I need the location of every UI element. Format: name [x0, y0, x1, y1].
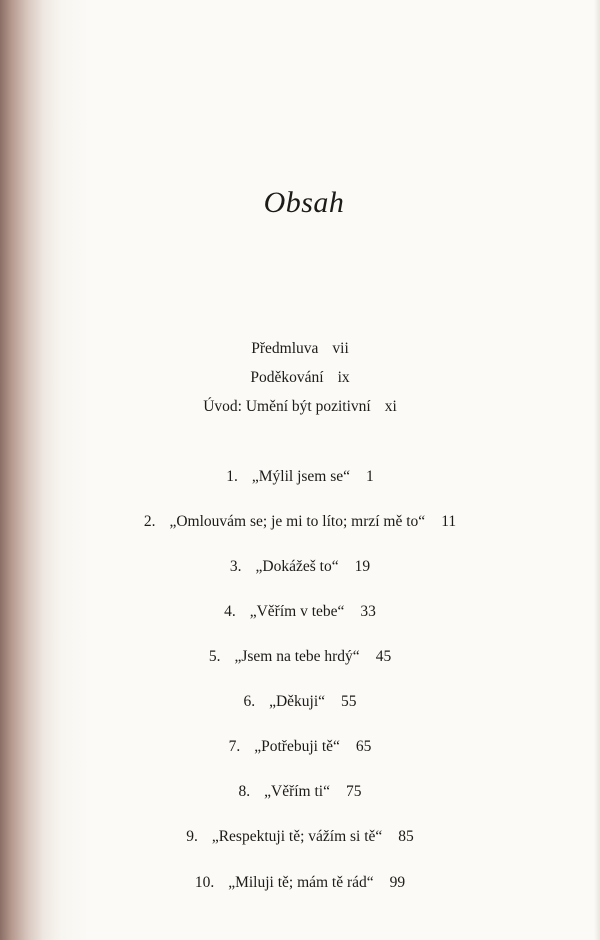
- chapter-page: 55: [341, 693, 357, 710]
- toc-entry-chapter-7: [0, 738, 600, 756]
- chapter-title: „Věřím ti“: [264, 783, 330, 800]
- chapter-title: „Dokážeš to“: [255, 558, 339, 575]
- chapter-number: 1.: [226, 468, 238, 485]
- toc-entry-chapter-6: [0, 693, 600, 711]
- chapter-number: 4.: [224, 603, 236, 620]
- toc-entry-chapter-9: [0, 828, 600, 846]
- chapter-number: 6.: [243, 693, 256, 710]
- toc-title: Obsah: [263, 186, 345, 219]
- chapter-title: „Děkuji“: [269, 693, 326, 710]
- toc-entry-acknowledgements: [0, 369, 600, 387]
- chapter-page: 1: [366, 468, 374, 485]
- toc-entry-chapter-3: [0, 558, 600, 576]
- chapter-number: 9.: [186, 828, 198, 845]
- entry-page: ix: [337, 369, 350, 386]
- chapter-page: 75: [345, 783, 362, 800]
- toc-entry-chapter-5: [0, 648, 600, 666]
- chapter-number: 2.: [143, 513, 156, 530]
- toc-entry-chapter-10: [0, 874, 600, 892]
- toc-entry-introduction: [0, 398, 600, 416]
- toc-entry-chapter-1: [0, 468, 600, 486]
- chapter-page: 19: [354, 558, 371, 575]
- chapter-page: 11: [441, 513, 457, 530]
- entry-label: Poděkování: [250, 369, 324, 386]
- chapter-page: 99: [389, 874, 406, 891]
- chapter-number: 3.: [229, 558, 242, 575]
- chapter-title: „Potřebuji tě“: [254, 738, 340, 755]
- chapter-title: „Jsem na tebe hrdý“: [234, 648, 360, 665]
- chapter-number: 7.: [228, 738, 241, 755]
- entry-label: Předmluva: [251, 340, 319, 357]
- chapter-page: 33: [360, 603, 376, 620]
- entry-page: xi: [384, 398, 397, 415]
- chapter-number: 5.: [208, 648, 221, 665]
- toc-entry-preface: [0, 340, 600, 358]
- toc-entry-chapter-4: [0, 603, 600, 621]
- chapter-title: „Mýlil jsem se“: [251, 468, 351, 485]
- toc-entry-chapter-8: [0, 783, 600, 801]
- chapter-number: 8.: [238, 783, 251, 800]
- chapter-page: 45: [375, 648, 392, 665]
- chapter-title: „Omlouvám se; je mi to líto; mrzí mě to“: [169, 513, 426, 530]
- chapter-page: 85: [398, 828, 414, 845]
- entry-page: vii: [332, 340, 349, 357]
- chapter-page: 65: [355, 738, 372, 755]
- entry-label: Úvod: Umění být pozitivní: [203, 398, 371, 415]
- chapter-title: „Miluji tě; mám tě rád“: [228, 874, 374, 891]
- toc-entry-chapter-2: [0, 513, 600, 531]
- chapter-number: 10.: [194, 874, 215, 891]
- chapter-title: „Věřím v tebe“: [249, 603, 345, 620]
- chapter-title: „Respektuji tě; vážím si tě“: [211, 828, 383, 845]
